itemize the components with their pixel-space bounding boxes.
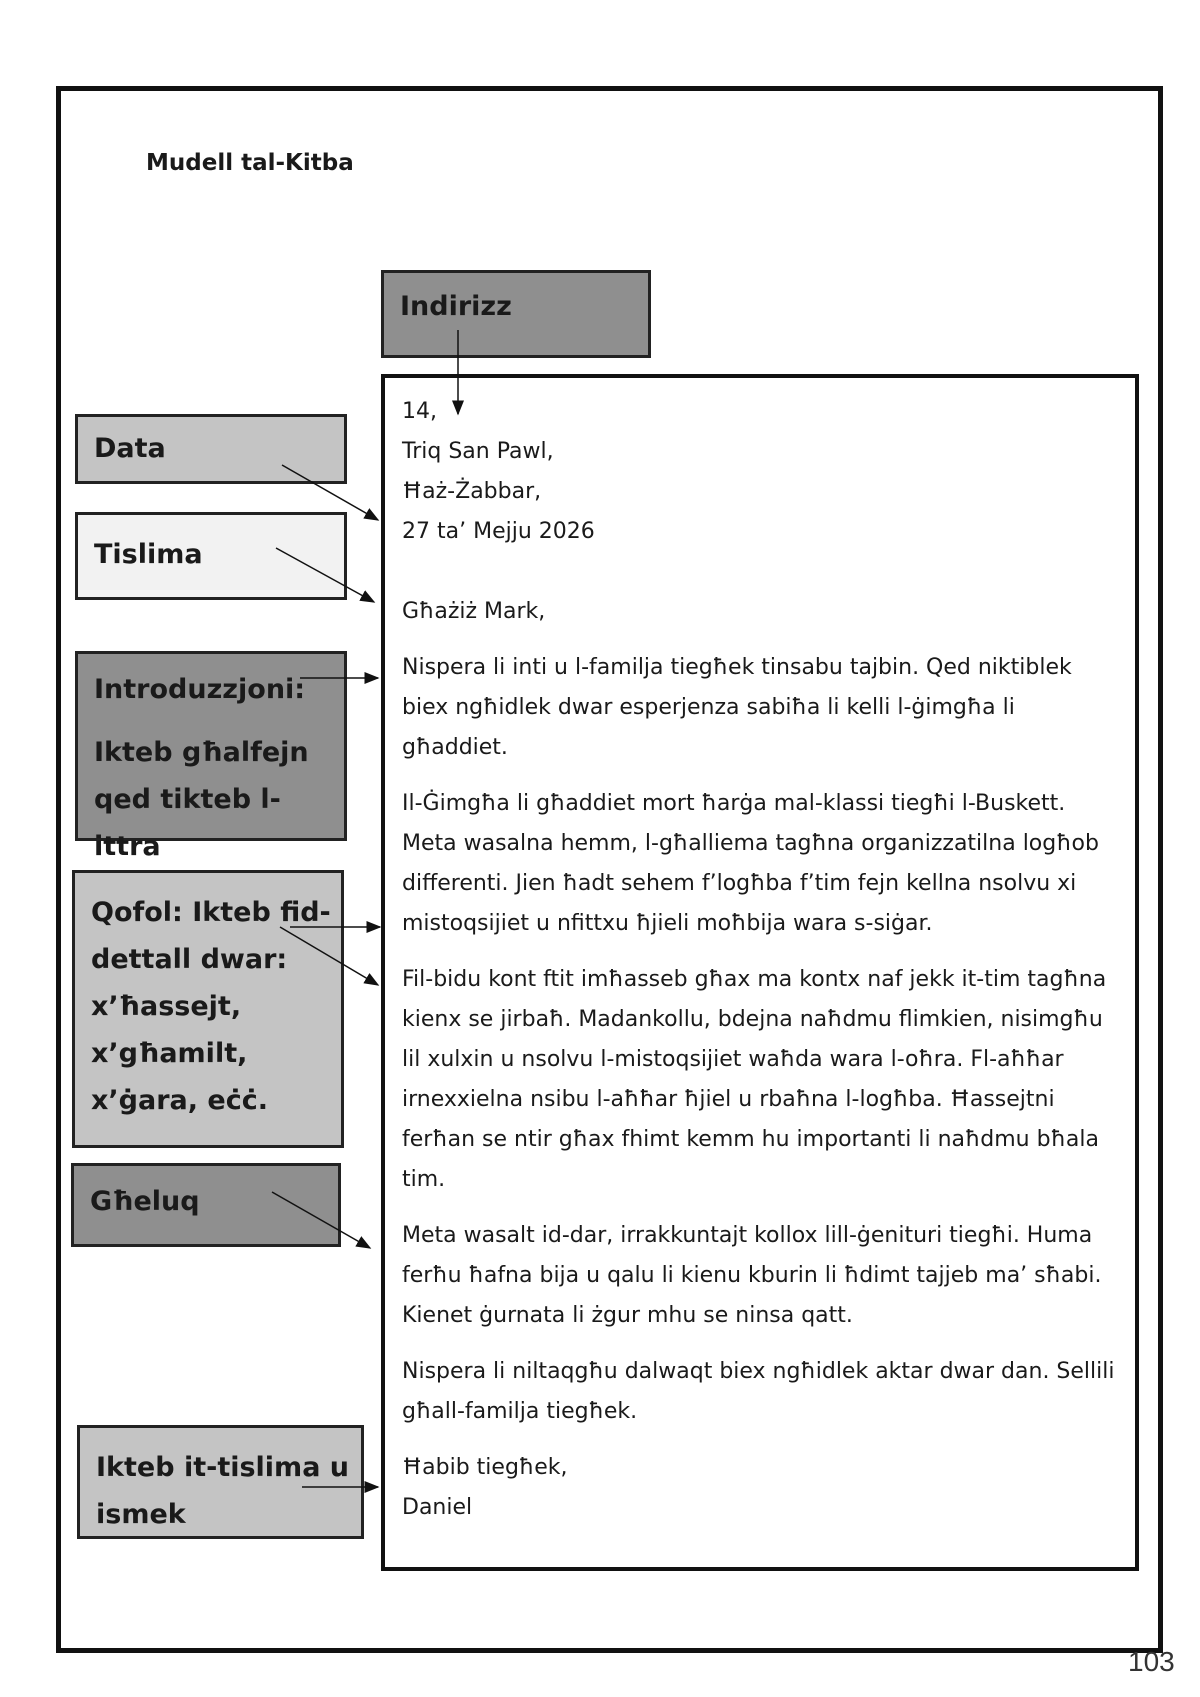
label-date: Data (75, 414, 347, 484)
paragraph-body: Fil-bidu kont ftit imħasseb għax ma kontx naf jekk it-tim tagħna kienx se jirbaħ. Madankollu, bdejna naħdmu flimkien, nisimgħu lil xulxin u nsolvu l-mistoqsijiet waħda wara l-oħra. Fl-aħħar irnexxielna nsibu l-aħħar ħjiel u rbaħna l-logħba. Ħassejtni ferħan se ntir għax fhimt kemm hu importanti li naħdmu bħala tim. (402, 967, 1107, 1192)
signoff: Ħabib tiegħek, (402, 1455, 568, 1480)
letter-date: 27 ta’ Mejju 2026 (402, 519, 595, 544)
body-item: x’għamilt, (91, 1038, 248, 1069)
label-body (72, 870, 344, 1148)
address-line: Ħaż-Żabbar, (402, 479, 542, 504)
address-line: 14, (402, 399, 437, 424)
page-number: 103 (1128, 1646, 1175, 1677)
body-item: x’ġara, eċċ. (91, 1085, 268, 1116)
page-title: Mudell tal-Kitba (146, 150, 354, 176)
signature-name: Daniel (402, 1495, 473, 1520)
salutation: Għażiż Mark, (402, 599, 546, 624)
body-title: Qofol: Ikteb fid-dettall dwar: (91, 897, 331, 975)
label-address: Indirizz (381, 270, 651, 358)
paragraph-intro: Nispera li inti u l-familja tiegħek tinsabu tajbin. Qed niktiblek biex ngħidlek dwar esperjenza sabiħa li kelli l-ġimgħa li għaddiet. (402, 655, 1072, 760)
paragraph-body: Il-Ġimgħa li għaddiet mort ħarġa mal-klassi tiegħi l-Buskett. Meta wasalna hemm, l-għalliema tagħna organizzatilna logħob differenti. Jien ħadt sehem f’logħba f’tim fejn kellna nsolvu xi mistoqsijiet u nfittxu ħjieli moħbija wara s-siġar. (402, 791, 1099, 936)
intro-text: Ikteb għalfejn qed tikteb l-ittra (94, 737, 309, 862)
intro-title: Introduzzjoni: (94, 674, 306, 705)
letter-box (381, 374, 1139, 1571)
label-closing: Għeluq (71, 1163, 341, 1247)
label-introduction (75, 651, 347, 862)
address-line: Triq San Pawl, (402, 439, 554, 464)
label-signoff: Ikteb it-tislima u ismek (77, 1425, 364, 1539)
body-item: x’ħassejt, (91, 991, 242, 1022)
paragraph-closing: Meta wasalt id-dar, irrakkuntajt kollox lill-ġenituri tiegħi. Huma ferħu ħafna bija u qalu li kienu kburin li ħdimt tajjeb ma’ sħabi. Kienet ġurnata li żgur mhu se ninsa qatt. (402, 1223, 1102, 1328)
label-greeting: Tislima (75, 512, 347, 600)
paragraph-final: Nispera li niltaqgħu dalwaqt biex ngħidlek aktar dwar dan. Sellili għall-familja tiegħek. (402, 1359, 1115, 1424)
